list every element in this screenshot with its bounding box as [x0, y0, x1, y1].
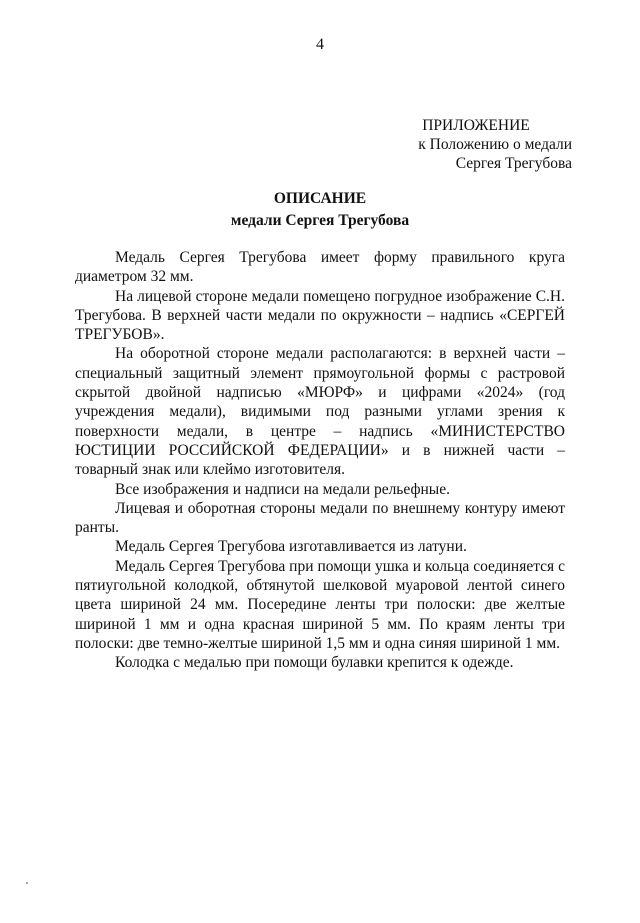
paragraph: Колодка с медалью при помощи булавки крепится к одежде.	[115, 654, 514, 672]
page-number: 4	[316, 36, 324, 53]
appendix-title: ПРИЛОЖЕНИЕ	[422, 117, 530, 134]
appendix-block	[380, 116, 572, 173]
paragraph: Лицевая и оборотная стороны медали по внешнему контуру имеют ранты.	[75, 499, 565, 537]
paragraph: Медаль Сергея Трегубова при помощи ушка и кольца соединяется с пятиугольной колодкой, обтянутой шелковой муаровой лентой синего цвета шириной 24 мм. Посередине ленты три полоски: две желтые шириной 1 мм и одна красная шириной 5 мм. По краям ленты три полоски: две темно-желтые шириной 1,5 мм и одна синяя шириной 1 мм.	[75, 557, 565, 652]
scan-speck	[26, 882, 28, 884]
paragraph: Медаль Сергея Трегубова имеет форму правильного круга диаметром 32 мм.	[75, 249, 565, 286]
heading-subtitle: медали Сергея Трегубова	[230, 212, 410, 229]
paragraph: На оборотной стороне медали располагаются: в верхней части – специальный защитный элемент прямоугольной формы с растровой скрытой двойной надписью «МЮРФ» и цифрами «2024» (год учреждения медали), видимыми под разными углами зрения к поверхности медали, в центре – надпись «МИНИСТЕРСТВО ЮСТИЦИИ РОССИЙСКОЙ ФЕДЕРАЦИИ» и в нижней части – товарный знак или клеймо изготовителя.	[75, 345, 565, 479]
paragraph: Медаль Сергея Трегубова изготавливается из латуни.	[115, 538, 467, 556]
document-heading	[0, 188, 640, 232]
appendix-line-1: к Положению о медали	[418, 136, 572, 153]
appendix-line-2: Сергея Трегубова	[455, 155, 572, 172]
document-body	[75, 248, 565, 673]
paragraph: На лицевой стороне медали помещено погрудное изображение С.Н. Трегубова. В верхней части медали по окружности – надпись «СЕРГЕЙ ТРЕГУБОВ».	[75, 287, 565, 344]
heading-title: ОПИСАНИЕ	[273, 190, 367, 207]
paragraph: Все изображения и надписи на медали рельефные.	[115, 480, 450, 498]
